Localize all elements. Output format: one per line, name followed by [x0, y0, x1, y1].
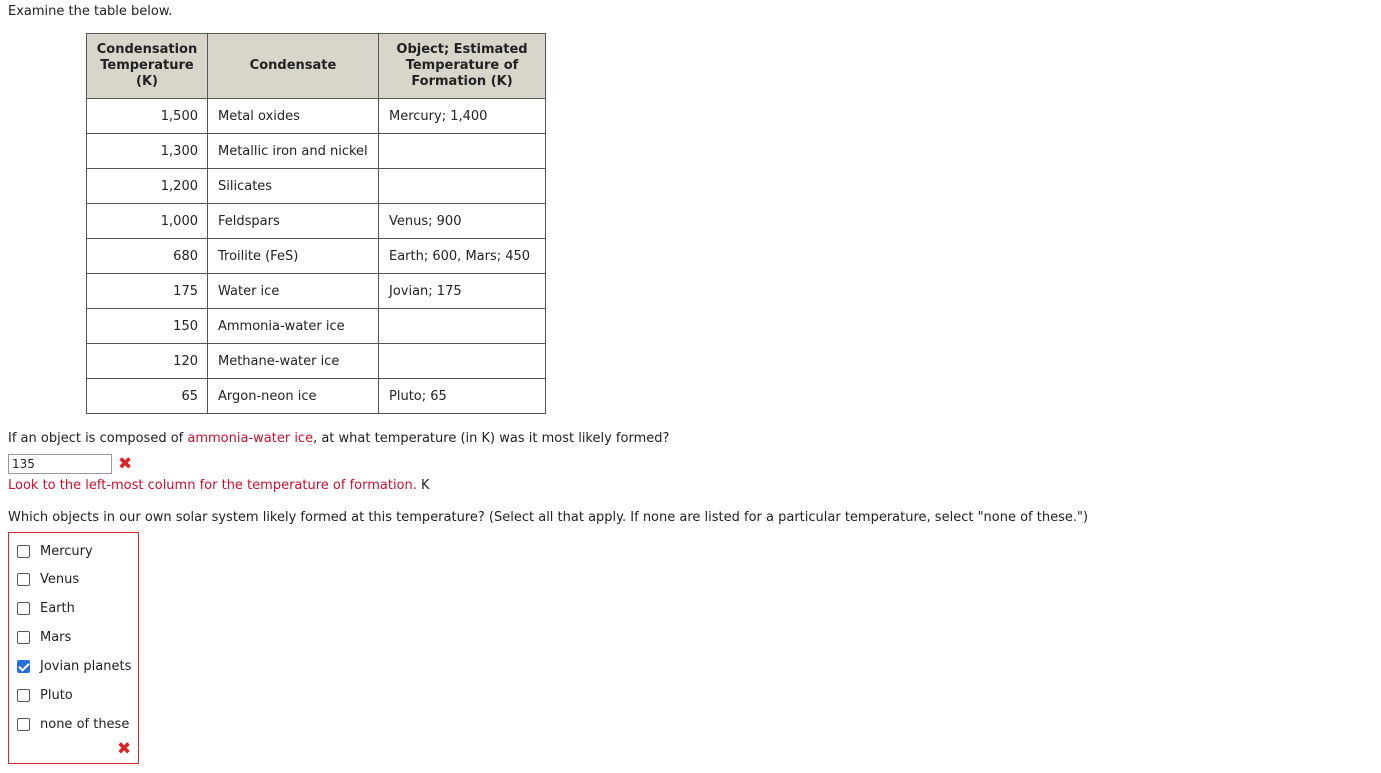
cell-condensate: Metallic iron and nickel: [208, 134, 379, 169]
unit-label: K: [416, 478, 430, 493]
answer-row: [8, 454, 132, 474]
cell-temperature: 150: [87, 309, 208, 344]
cell-object: Earth; 600, Mars; 450: [379, 239, 546, 274]
option-earth[interactable]: [17, 600, 75, 618]
header-line: Condensation: [96, 42, 198, 57]
table-row: [87, 274, 546, 309]
header-line: Temperature of: [405, 58, 519, 73]
cell-object: Venus; 900: [379, 204, 546, 239]
cell-temperature: 1,000: [87, 204, 208, 239]
cell-temperature: 175: [87, 274, 208, 309]
table-row: [87, 99, 546, 134]
cell-condensate: Silicates: [208, 169, 379, 204]
cell-temperature: 1,300: [87, 134, 208, 169]
table-row: [87, 134, 546, 169]
checkbox[interactable]: [17, 718, 30, 731]
question-2-text: Which objects in our own solar system likely formed at this temperature? (Select all that apply. If none are listed for a particular temperature, select "none of these."): [8, 510, 1089, 525]
checkbox[interactable]: [17, 660, 30, 673]
table-row: [87, 204, 546, 239]
checkbox[interactable]: [17, 602, 30, 615]
option-label: Pluto: [40, 688, 73, 703]
cell-object: Jovian; 175: [379, 274, 546, 309]
cell-condensate: Methane-water ice: [208, 344, 379, 379]
cell-condensate: Troilite (FeS): [208, 239, 379, 274]
checkbox[interactable]: [17, 689, 30, 702]
option-mars[interactable]: [17, 629, 71, 647]
checkbox[interactable]: [17, 631, 30, 644]
cell-temperature: 120: [87, 344, 208, 379]
cell-condensate: Feldspars: [208, 204, 379, 239]
option-jovian-planets[interactable]: [17, 658, 131, 676]
table-row: [87, 309, 546, 344]
header-line: Formation (K): [411, 74, 513, 89]
question-1-highlight: ammonia-water ice: [187, 431, 314, 446]
cell-condensate: Argon-neon ice: [208, 379, 379, 414]
choices-box: [8, 532, 139, 764]
cell-condensate: Metal oxides: [208, 99, 379, 134]
header-condensation-temperature: [87, 34, 208, 99]
header-line: (K): [136, 74, 158, 89]
cell-temperature: 1,200: [87, 169, 208, 204]
feedback-message: Look to the left-most column for the temperature of formation.: [8, 478, 417, 493]
cell-temperature: 1,500: [87, 99, 208, 134]
option-venus[interactable]: [17, 571, 79, 589]
question-1-text: [8, 431, 669, 446]
cell-object: [379, 134, 546, 169]
cell-object: [379, 169, 546, 204]
option-label: Venus: [40, 572, 80, 588]
table-body: [87, 99, 546, 414]
table-header-row: [87, 34, 546, 99]
header-line: Condensate: [249, 58, 337, 73]
table-row: [87, 379, 546, 414]
option-mercury[interactable]: [17, 542, 93, 560]
option-label: Jovian planets: [40, 659, 132, 675]
temperature-answer-input[interactable]: [8, 454, 112, 474]
cell-object: [379, 309, 546, 344]
condensation-table: [86, 33, 546, 414]
table-row: [87, 344, 546, 379]
header-condensate: [208, 34, 379, 99]
option-label: Mercury: [40, 543, 93, 559]
intro-text: Examine the table below.: [8, 4, 173, 19]
header-line: Object; Estimated: [396, 42, 528, 57]
question-1-after: , at what temperature (in K) was it most likely formed?: [313, 431, 670, 446]
option-label: Earth: [40, 601, 75, 617]
option-none-of-these[interactable]: [17, 715, 129, 733]
header-object-temperature: [379, 34, 546, 99]
cell-object: Pluto; 65: [379, 379, 546, 414]
header-line: Temperature: [100, 58, 194, 73]
option-label: Mars: [40, 630, 72, 646]
cell-temperature: 65: [87, 379, 208, 414]
x-mark-icon: ✖: [117, 739, 132, 759]
question-1-before: If an object is composed of: [8, 431, 188, 446]
cell-temperature: 680: [87, 239, 208, 274]
option-pluto[interactable]: [17, 687, 73, 705]
table-row: [87, 169, 546, 204]
checkbox[interactable]: [17, 545, 30, 558]
cell-condensate: Ammonia-water ice: [208, 309, 379, 344]
table-row: [87, 239, 546, 274]
checkbox[interactable]: [17, 573, 30, 586]
feedback-text: [8, 478, 430, 493]
cell-object: Mercury; 1,400: [379, 99, 546, 134]
cell-object: [379, 344, 546, 379]
cell-condensate: Water ice: [208, 274, 379, 309]
option-label: none of these: [40, 716, 130, 732]
x-mark-icon: ✖: [118, 453, 133, 474]
